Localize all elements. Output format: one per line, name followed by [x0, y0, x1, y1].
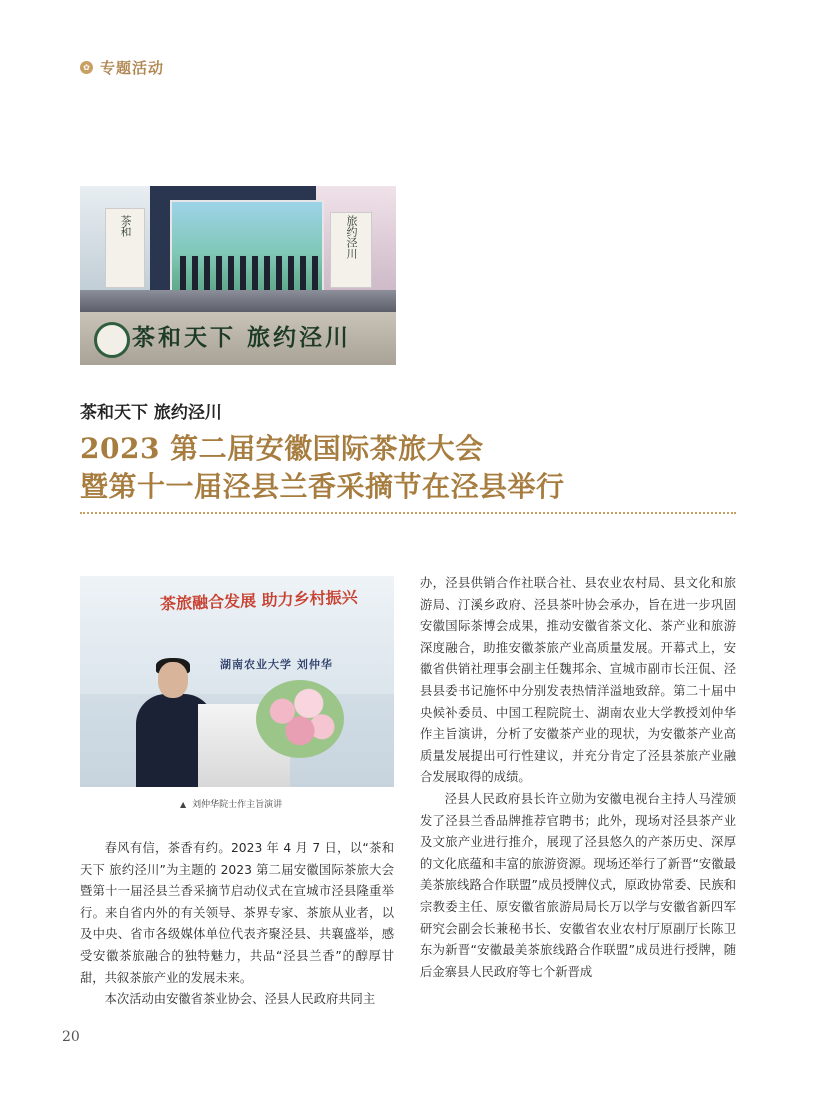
- triangle-up-icon: ▲: [180, 800, 187, 809]
- left-column: [80, 838, 394, 1011]
- caption-text: 刘仲华院士作主旨演讲: [192, 800, 283, 810]
- paragraph: 办，泾县供销合作社联合社、县农业农村局、县文化和旅游局、汀溪乡政府、泾县茶叶协会承办，旨在进一步巩固安徽国际茶博会成果，推动安徽省茶文化、茶产业和旅游深度融合，助推安徽茶旅产业高质量发展。开幕式上，安徽省供销社理事会副主任魏邦余、宣城市副市长汪侃、泾县县委书记施怀中分别发表热情洋溢地致辞。第二十届中央候补委员、中国工程院院士、湖南农业大学教授刘仲华作主旨演讲，分析了安徽茶产业的现状，为安徽茶产业高质量发展提出可行性建议，并充分肯定了泾县茶旅产业融合发展取得的成绩。: [420, 576, 736, 785]
- article-title-line-2: 暨第十一届泾县兰香采摘节在泾县举行: [80, 470, 565, 503]
- left-panel-text: 茶和: [119, 215, 132, 237]
- section-label: 专题活动: [100, 59, 165, 77]
- paragraph: 泾县人民政府县长许立勋为安徽电视台主持人马滢颁发了泾县兰香品牌推荐官聘书；此外，现场对泾县茶产业及文旅产业进行推介，展现了泾县悠久的产茶历史、深厚的文化底蕴和丰富的旅游资源。现场还举行了新晋“安徽最美茶旅线路合作联盟”成员授牌仪式，原政协常委、民族和宗教委主任、原安徽省旅游局局长万以学与安徽省新四军研究会副会长兼秘书长、安徽省农业农村厅原副厅长陈卫东为新晋“安徽最美茶旅线路合作联盟”成员进行授牌，随后金寨县人民政府等七个新晋成: [420, 791, 736, 979]
- ceremony-photo: [80, 186, 396, 365]
- people-on-stage: [180, 256, 320, 292]
- left-panel: [105, 208, 145, 288]
- paragraph: 本次活动由安徽省茶业协会、泾县人民政府共同主: [104, 992, 376, 1007]
- slide-slogan: 茶旅融合发展 助力乡村振兴: [159, 587, 358, 614]
- photo-caption: [180, 797, 282, 810]
- banner-text: 茶和天下 旅约泾川: [132, 324, 352, 351]
- article-subhead: 茶和天下 旅约泾川: [80, 403, 222, 423]
- title-divider: [80, 512, 736, 514]
- right-column: [420, 573, 736, 983]
- flower-arrangement: [256, 680, 344, 758]
- speaker-photo: [80, 576, 394, 787]
- section-header: [80, 57, 164, 78]
- page-number: 20: [62, 1029, 80, 1045]
- right-panel: [330, 212, 372, 288]
- right-panel-text: 旅约泾川: [345, 215, 358, 259]
- slide-name-plate: 湖南农业大学 刘仲华: [220, 658, 333, 671]
- article-title-line-1: 2023 第二届安徽国际茶旅大会: [80, 432, 484, 465]
- leaf-dot-icon: ✿: [80, 61, 93, 74]
- banner-logo-icon: [94, 322, 130, 358]
- paragraph: 春风有信，茶香有约。2023 年 4 月 7 日，以“茶和天下 旅约泾川”为主题的 2023 第二届安徽国际茶旅大会暨第十一届泾县兰香采摘节启动仪式在宣城市泾县隆重举行。来自省内外的有关领导、茶界专家、茶旅从业者，以及中央、省市各级媒体单位代表齐聚泾县、共襄盛举，感受安徽茶旅融合的独特魅力，共品“泾县兰香”的醇厚甘甜，共叙茶旅产业的发展未来。: [80, 841, 394, 985]
